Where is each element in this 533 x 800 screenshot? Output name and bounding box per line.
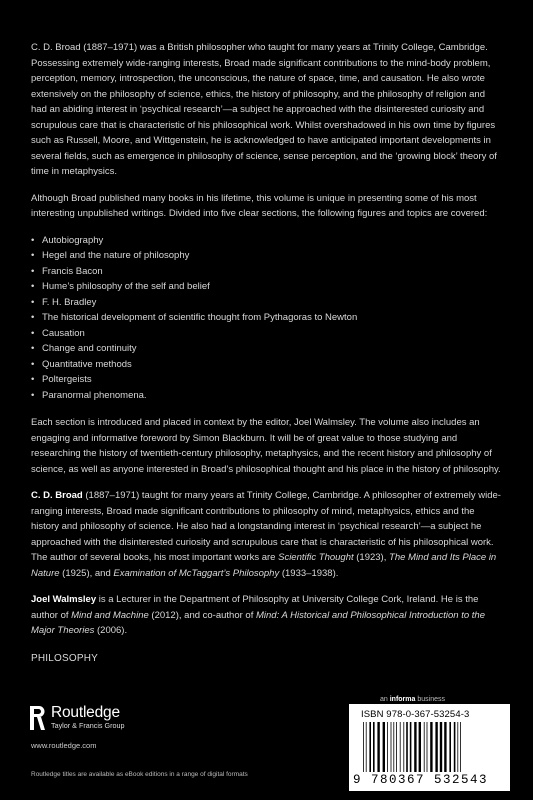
book-title: Mind: A Historical and Philosophical Introduction to the Major Theories xyxy=(31,609,486,636)
barcode-bar xyxy=(377,722,379,772)
business-suffix: business xyxy=(415,696,445,703)
bio-text: (1925), and xyxy=(59,567,114,579)
book-title: Scientific Thought xyxy=(278,552,354,563)
description-paragraph-1: C. D. Broad (1887–1971) was a British philosopher who taught for many years at Trinity College, Cambridge. Possessing extremely wide-ranging interests, Broad made significant contributions to the mind-body problem, perception, memory, introspection, the unconscious, the nature of space, time, and causation. He also wrote extensively on the philosophy of science, ethics, the history of philosophy, and the philosophy of religion and had an abiding interest in ‘psychical research’—a subject he approached with the disinterested curiosity and scrupulous care that is characteristic of his philosophical work. Whilst overshadowed in his own time by figures such as Russell, Moore, and Wittgenstein, he is acknowledged to have anticipated important developments in several fields, such as emergence in philosophy of science, sense perception, and the ‘growing block’ theory of time in metaphysics. xyxy=(31,42,497,177)
topic-item: • Hume’s philosophy of the self and belief xyxy=(31,279,503,295)
barcode-bar xyxy=(444,722,446,772)
editor-bio xyxy=(31,592,503,639)
barcode-bar xyxy=(454,722,456,772)
publisher-website: www.routledge.com xyxy=(31,741,97,750)
barcode-bar xyxy=(373,722,375,772)
business-prefix: an xyxy=(380,696,390,703)
ean-digits: 9 780367 532543 xyxy=(353,773,489,787)
barcode-bar xyxy=(406,722,408,772)
barcode-bar xyxy=(387,722,388,772)
barcode-bar xyxy=(400,722,401,772)
routledge-logo-icon xyxy=(30,706,45,730)
informa-brand: informa xyxy=(389,696,416,703)
topic-item: • The historical development of scientific thought from Pythagoras to Newton xyxy=(31,310,503,326)
barcode-panel xyxy=(349,704,510,791)
publisher-name: Routledge xyxy=(51,704,120,721)
informa-business-line xyxy=(380,696,445,703)
isbn-label: ISBN 978-0-367-53254-3 xyxy=(361,709,470,720)
barcode-bar xyxy=(414,722,416,772)
description-paragraph-2: Although Broad published many books in his lifetime, this volume is unique in presenting some of his most interesting unpublished writings. Divided into five clear sections, the following figures and topics are covered: xyxy=(31,192,488,219)
barcode-bar xyxy=(449,722,451,772)
bio-text: (2012), and co-author of xyxy=(148,609,256,621)
topic-item: • Poltergeists xyxy=(31,372,503,388)
publisher-group: Taylor & Francis Group xyxy=(51,721,125,730)
topic-item: • Quantitative methods xyxy=(31,357,503,373)
barcode-bar xyxy=(383,722,385,772)
author-name: C. D. Broad xyxy=(31,490,83,501)
description-paragraph-3: Each section is introduced and placed in context by the editor, Joel Walmsley. The volume also includes an engaging and informative foreword by Simon Blackburn. It will be of great value to those studying and researching the history of twentieth-century philosophy, metaphysics, and the recent history and philosophy of science, as well as anyone interested in Broad’s philosophical thought and his place in the history of philosophy. xyxy=(31,417,501,475)
bio-text: (1887–1971) taught for many years at Trinity College, Cambridge. A philosopher of extremely wide-ranging interests, Broad made significant contributions to philosophy of mind, metaphysics, ethics and the history and philosophy of science. He also had a longstanding interest in ‘psychical research’—a subject he approached with the disinterested curiosity and scrupulous care that is characteristic of his philosophical work. The author of several books, his most important works are xyxy=(31,490,501,563)
barcode-bar xyxy=(403,722,404,772)
barcode-bar xyxy=(440,722,442,772)
barcode-bar xyxy=(427,722,428,772)
topic-item: • Hegel and the nature of philosophy xyxy=(31,248,503,264)
barcode-bar xyxy=(366,722,367,772)
subject-category: PHILOSOPHY xyxy=(31,652,99,664)
barcode-bar xyxy=(460,722,461,772)
author-bio xyxy=(31,488,503,581)
barcode-bar xyxy=(393,722,394,772)
bio-text: (1933–1938). xyxy=(279,567,339,579)
barcode-bar xyxy=(419,722,421,772)
barcode-bar xyxy=(435,722,437,772)
barcode-bar xyxy=(369,722,371,772)
barcode-bar xyxy=(424,722,425,772)
barcode xyxy=(363,722,503,772)
topic-item: • F. H. Bradley xyxy=(31,295,503,311)
topic-item: • Change and continuity xyxy=(31,341,503,357)
blurb xyxy=(31,40,503,666)
barcode-bar xyxy=(391,722,392,772)
topic-item: • Autobiography xyxy=(31,233,503,249)
ebook-note: Routledge titles are available as eBook editions in a range of digital formats xyxy=(31,771,248,778)
book-title: Examination of McTaggart’s Philosophy xyxy=(113,567,280,579)
book-title: The Mind and Its Place in Nature xyxy=(31,552,497,579)
publisher-logo xyxy=(30,705,125,730)
topic-item: • Causation xyxy=(31,326,503,342)
bio-text: is a Lecturer in the Department of Philosophy at University College Cork, Ireland. He is the author of xyxy=(31,594,479,621)
topic-item: • Paranormal phenomena. xyxy=(31,388,503,404)
barcode-bar xyxy=(410,722,412,772)
barcode-bar xyxy=(430,722,432,772)
barcode-bar xyxy=(457,722,458,772)
barcode-bar xyxy=(363,722,364,772)
bio-text: (1923), xyxy=(353,552,390,563)
topic-item: • Francis Bacon xyxy=(31,264,503,280)
editor-name: Joel Walmsley xyxy=(31,594,97,605)
book-title: Mind and Machine xyxy=(71,609,149,621)
bio-text: (2006). xyxy=(94,625,128,636)
barcode-bar xyxy=(396,722,397,772)
topics-list xyxy=(31,233,503,404)
